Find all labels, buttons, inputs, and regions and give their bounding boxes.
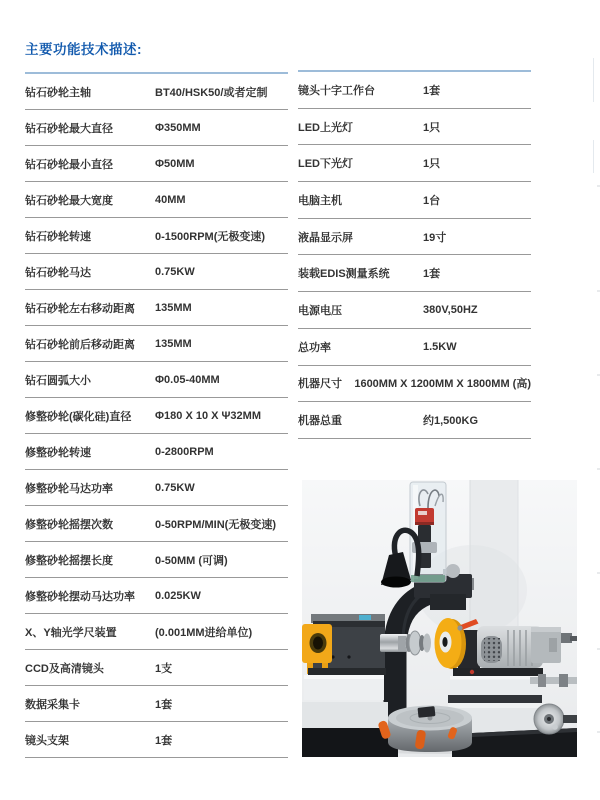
spec-row xyxy=(25,182,288,218)
spec-row xyxy=(298,219,531,256)
right-spec-table xyxy=(298,70,531,439)
spec-row xyxy=(25,290,288,326)
spec-row xyxy=(25,686,288,722)
spec-value: 0-50MM (可调) xyxy=(155,554,228,567)
spec-label: 镜头十字工作台 xyxy=(298,84,375,97)
spec-row xyxy=(25,398,288,434)
spec-label: CCD及高清镜头 xyxy=(25,662,104,675)
spec-value: Φ0.05-40MM xyxy=(155,373,220,386)
spec-label: 修整砂轮转速 xyxy=(25,446,91,459)
spec-label: 修整砂轮摇摆次数 xyxy=(25,518,113,531)
spec-label: LED上光灯 xyxy=(298,121,353,134)
spec-row xyxy=(298,145,531,182)
spec-value: 1只 xyxy=(423,158,441,171)
spec-row xyxy=(25,218,288,254)
spec-value: 1套 xyxy=(155,698,173,711)
spec-label: 电源电压 xyxy=(298,304,342,317)
machine-photo xyxy=(302,480,577,757)
spec-row xyxy=(25,362,288,398)
spec-value: 135MM xyxy=(155,337,192,350)
spec-value: 40MM xyxy=(155,193,186,206)
spec-value: (0.001MM进给单位) xyxy=(155,626,253,639)
edge-artifact xyxy=(593,140,594,173)
spec-label: 钻石圆弧大小 xyxy=(25,374,91,387)
spec-row xyxy=(25,74,288,110)
spec-label: 钻石砂轮主轴 xyxy=(25,86,91,99)
spec-row xyxy=(298,255,531,292)
machine-photo-illustration xyxy=(302,480,577,757)
spec-value: Φ50MM xyxy=(155,157,195,170)
spec-value: 1.5KW xyxy=(423,340,457,353)
spec-label: 电脑主机 xyxy=(298,194,342,207)
spec-value: 0-1500RPM(无极变速) xyxy=(155,230,266,243)
spec-label: 机器总重 xyxy=(298,415,342,428)
spec-value: Φ350MM xyxy=(155,121,201,134)
spec-value: 135MM xyxy=(155,301,192,314)
spec-value: 0.75KW xyxy=(155,265,195,278)
edge-artifact xyxy=(593,58,594,102)
spec-row xyxy=(25,254,288,290)
spec-label: 液晶显示屏 xyxy=(298,231,353,244)
spec-row xyxy=(298,292,531,329)
spec-row xyxy=(25,542,288,578)
spec-label: 修整砂轮马达功率 xyxy=(25,482,113,495)
spec-value: 0.025KW xyxy=(155,589,201,602)
spec-value: 1支 xyxy=(155,662,173,675)
spec-value: 19寸 xyxy=(423,231,447,244)
spec-value: 1台 xyxy=(423,194,441,207)
spec-row xyxy=(25,506,288,542)
spec-label: LED下光灯 xyxy=(298,158,353,171)
spec-row xyxy=(298,366,531,403)
spec-label: 机器尺寸 xyxy=(298,378,342,391)
spec-row xyxy=(25,722,288,758)
spec-label: 总功率 xyxy=(298,341,331,354)
spec-row xyxy=(298,72,531,109)
spec-label: 钻石砂轮最小直径 xyxy=(25,158,113,171)
spec-label: 装载EDIS测量系统 xyxy=(298,268,390,281)
spec-row xyxy=(25,470,288,506)
spec-label: 钻石砂轮最大直径 xyxy=(25,122,113,135)
spec-label: 钻石砂轮前后移动距离 xyxy=(25,338,135,351)
spec-row xyxy=(298,402,531,439)
spec-value: 1套 xyxy=(423,84,441,97)
spec-value: Φ180 X 10 X Ψ32MM xyxy=(155,409,261,422)
spec-row xyxy=(298,109,531,146)
spec-value: 0-50RPM/MIN(无极变速) xyxy=(155,518,277,531)
spec-label: 修整砂轮(碳化硅)直径 xyxy=(25,410,132,423)
spec-label: 钻石砂轮马达 xyxy=(25,266,91,279)
spec-row xyxy=(25,614,288,650)
spec-value: 1只 xyxy=(423,121,441,134)
left-spec-table xyxy=(25,72,288,758)
spec-value: 1套 xyxy=(423,268,441,281)
spec-label: 钻石砂轮最大宽度 xyxy=(25,194,113,207)
spec-label: 修整砂轮摇摆长度 xyxy=(25,554,113,567)
spec-label: X、Y轴光学尺装置 xyxy=(25,626,117,639)
spec-row xyxy=(25,650,288,686)
spec-value: 约1,500KG xyxy=(423,415,479,428)
spec-row xyxy=(298,182,531,219)
spec-label: 镜头支架 xyxy=(25,734,69,747)
spec-label: 数据采集卡 xyxy=(25,698,80,711)
spec-row xyxy=(25,326,288,362)
spec-label: 修整砂轮摆动马达功率 xyxy=(25,590,135,603)
spec-label: 钻石砂轮转速 xyxy=(25,230,91,243)
spec-row xyxy=(25,434,288,470)
spec-value: 380V,50HZ xyxy=(423,303,478,316)
spec-row xyxy=(298,329,531,366)
spec-value: BT40/HSK50/或者定制 xyxy=(155,86,268,99)
spec-row xyxy=(25,110,288,146)
spec-value: 1600MM X 1200MM X 1800MM (高) xyxy=(354,378,531,391)
spec-value: 1套 xyxy=(155,734,173,747)
spec-label: 钻石砂轮左右移动距离 xyxy=(25,302,135,315)
spec-value: 0-2800RPM xyxy=(155,445,214,458)
spec-value: 0.75KW xyxy=(155,481,195,494)
spec-row xyxy=(25,578,288,614)
spec-row xyxy=(25,146,288,182)
page-title: 主要功能技术描述: xyxy=(25,42,142,57)
